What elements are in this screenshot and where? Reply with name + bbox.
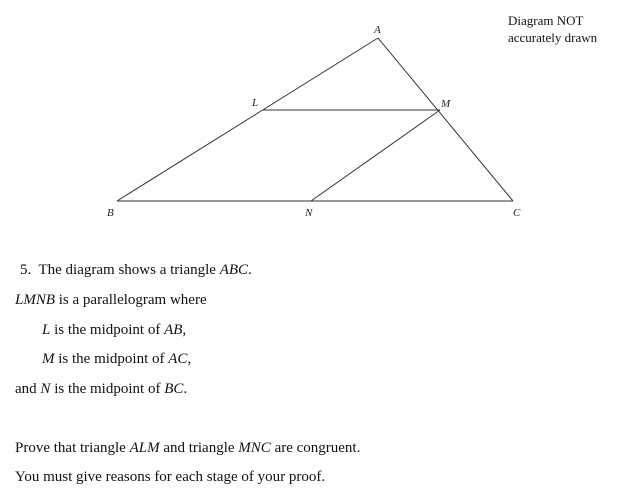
triangle-alm: ALM [129,440,160,456]
condition-l-end: , [182,322,187,338]
vertex-label-m: M [441,98,451,110]
parallelogram-statement [15,290,207,310]
parallelogram-name: LMNB [15,292,56,308]
question-number: 5. [20,262,32,278]
condition-n [15,379,187,399]
condition-n-text: is the midpoint of [50,381,165,397]
point-n: N [40,381,51,397]
point-l: L [42,322,51,338]
vertex-label-a: A [374,24,381,36]
condition-l-text: is the midpoint of [50,322,165,338]
vertex-label-b: B [107,207,114,219]
intro-end: . [248,262,252,278]
condition-m [42,349,191,369]
diagram-note-line-2: accurately drawn [508,30,598,45]
vertex-label-l: L [252,97,259,109]
condition-l [42,320,186,340]
reasons-instruction [15,467,325,487]
condition-n-end: . [183,381,188,397]
intro-text: The diagram shows a triangle [38,262,220,278]
prove-statement [15,438,360,458]
segment-bc-name: BC [164,381,184,397]
question-intro [20,260,252,280]
prove-mid: and triangle [159,440,239,456]
vertex-label-c: C [513,207,521,219]
prove-text: Prove that triangle [15,440,130,456]
condition-m-end: , [187,351,192,367]
and-text: and [15,381,41,397]
diagram-note-line-1: Diagram NOT [508,13,584,28]
triangle-mnc: MNC [238,440,271,456]
condition-m-text: is the midpoint of [54,351,169,367]
vertex-label-n: N [305,207,313,219]
reasons-text: You must give reasons for each stage of your proof. [15,469,326,485]
segment-mn [311,110,440,201]
segment-ab-name: AB [164,322,183,338]
point-m: M [42,351,55,367]
segment-ac-name: AC [168,351,188,367]
triangle-name: ABC [219,262,249,278]
side-ac [378,38,513,201]
parallelogram-text: is a parallelogram where [55,292,207,308]
diagram-note [508,12,597,46]
prove-end: are congruent. [270,440,361,456]
side-ab [117,38,378,201]
